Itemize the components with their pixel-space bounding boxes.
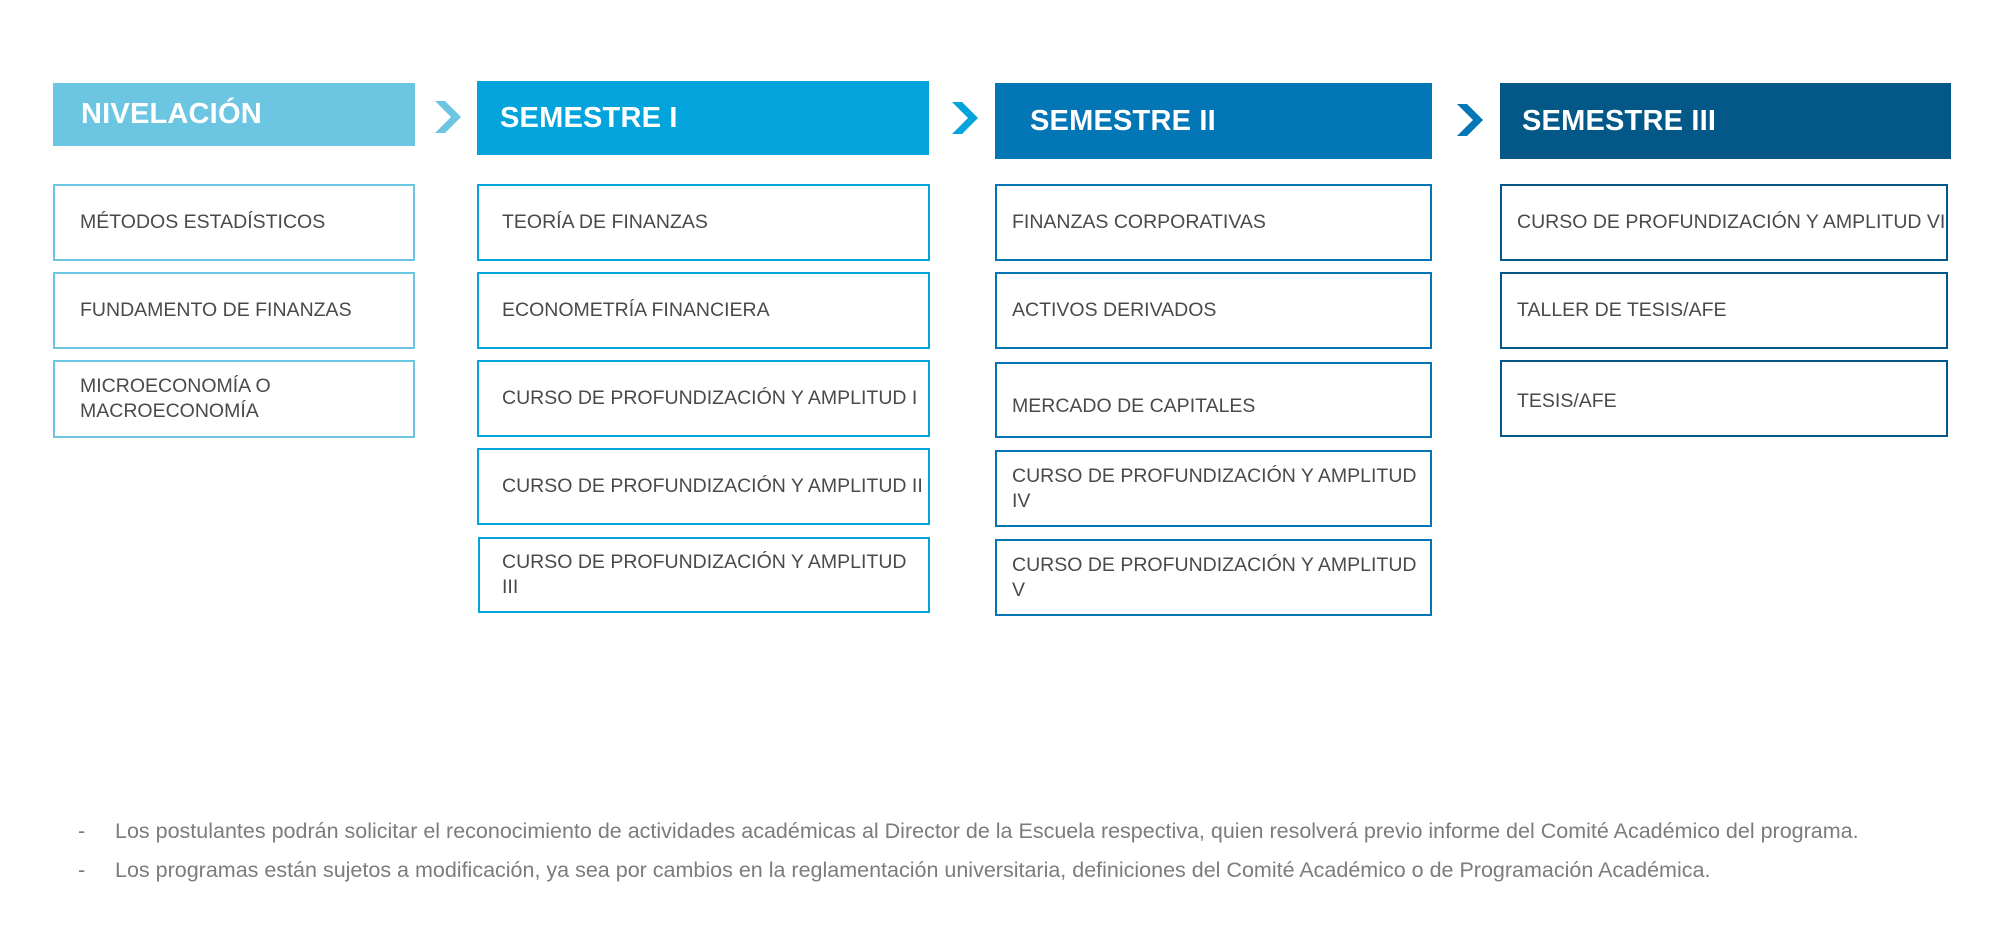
chevron-right-icon — [1455, 100, 1485, 140]
course-label: TALLER DE TESIS/AFE — [1517, 299, 1727, 321]
course-box — [477, 448, 930, 525]
course-label: CURSO DE PROFUNDIZACIÓN Y AMPLITUD I — [502, 387, 918, 409]
footnotes — [78, 812, 1958, 890]
header-nivelacion — [53, 83, 415, 146]
course-box — [477, 272, 930, 349]
header-title: NIVELACIÓN — [81, 98, 262, 130]
course-box — [478, 537, 930, 613]
course-box — [1500, 184, 1948, 261]
course-label: MERCADO DE CAPITALES — [1012, 394, 1256, 417]
header-title: SEMESTRE II — [1030, 104, 1216, 137]
course-box — [477, 360, 930, 437]
chevron-right-icon — [433, 97, 463, 137]
course-box — [995, 539, 1432, 616]
course-box — [995, 362, 1432, 438]
course-label: CURSO DE PROFUNDIZACIÓN Y AMPLITUD V — [1012, 553, 1417, 601]
footnote-text: Los postulantes podrán solicitar el reconocimiento de actividades académicas al Director de la Escuela respectiva, quien resolverá previo informe del Comité Académico del programa. — [115, 819, 1859, 843]
header-semestre-iii — [1500, 83, 1951, 159]
course-box — [1500, 272, 1948, 349]
course-label: MÉTODOS ESTADÍSTICOS — [80, 211, 326, 233]
course-box — [995, 272, 1432, 349]
course-box — [995, 450, 1432, 527]
footnote-bullet: - — [78, 858, 86, 882]
course-label: ECONOMETRÍA FINANCIERA — [502, 299, 770, 321]
course-box — [477, 184, 930, 261]
header-title: SEMESTRE III — [1522, 104, 1717, 137]
course-label: CURSO DE PROFUNDIZACIÓN Y AMPLITUD IV — [1012, 464, 1417, 512]
header-semestre-i — [477, 81, 929, 155]
course-box — [53, 272, 415, 349]
course-label: TEORÍA DE FINANZAS — [502, 211, 708, 233]
course-label: MICROECONOMÍA O MACROECONOMÍA — [80, 375, 271, 422]
footnote-text: Los programas están sujetos a modificación, ya sea por cambios en la reglamentación universitaria, definiciones del Comité Académico o de Programación Académica. — [115, 858, 1711, 882]
course-label: ACTIVOS DERIVADOS — [1012, 299, 1217, 321]
header-semestre-ii — [995, 83, 1432, 159]
course-box — [53, 184, 415, 261]
header-title: SEMESTRE I — [500, 101, 678, 134]
course-box — [1500, 360, 1948, 437]
course-label: FUNDAMENTO DE FINANZAS — [80, 299, 352, 321]
course-label: CURSO DE PROFUNDIZACIÓN Y AMPLITUD II — [502, 475, 923, 497]
footnote-item — [78, 851, 1958, 890]
footnote-item — [78, 812, 1958, 851]
course-box — [53, 360, 415, 438]
course-label: CURSO DE PROFUNDIZACIÓN Y AMPLITUD VI — [1517, 211, 1946, 233]
footnote-bullet: - — [78, 819, 86, 843]
course-label: CURSO DE PROFUNDIZACIÓN Y AMPLITUD III — [502, 551, 907, 598]
course-label: TESIS/AFE — [1517, 389, 1617, 412]
course-label: FINANZAS CORPORATIVAS — [1012, 211, 1266, 233]
course-box — [995, 184, 1432, 261]
chevron-right-icon — [950, 98, 980, 138]
